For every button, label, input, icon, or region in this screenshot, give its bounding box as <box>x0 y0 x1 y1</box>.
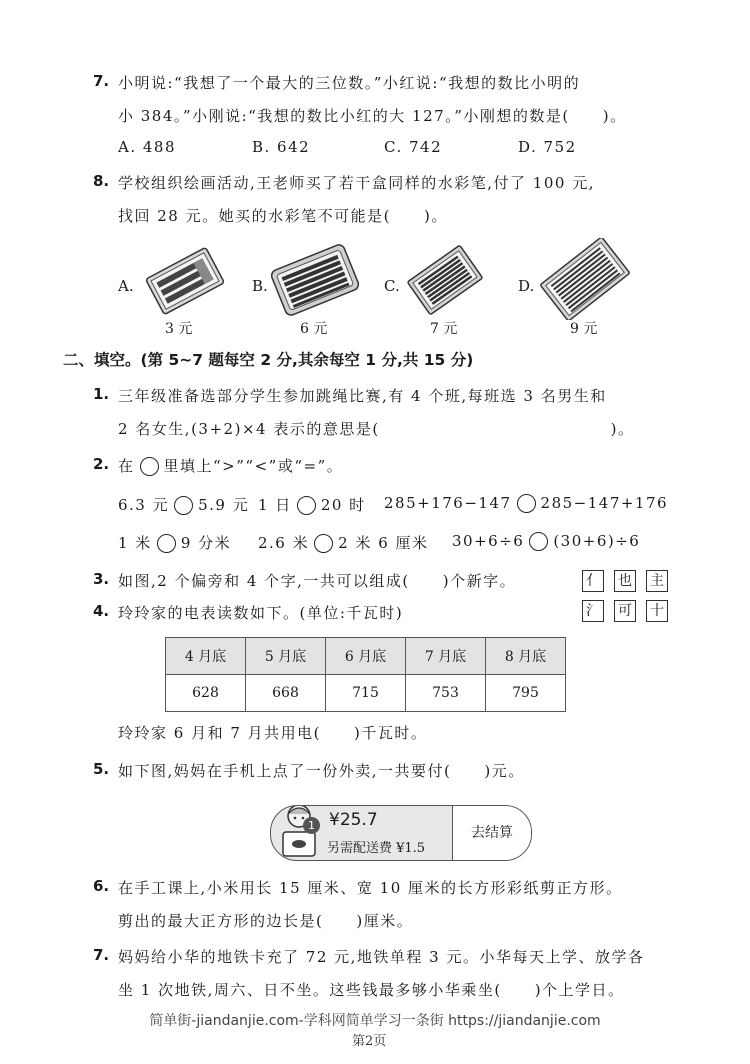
answer-circle-icon[interactable] <box>517 494 536 513</box>
q8-line2: 找回 28 元。她买的水彩笔不可能是( )。 <box>118 207 448 225</box>
q8-line1: 学校组织绘画活动,王老师买了若干盒同样的水彩笔,付了 100 元, <box>118 174 595 192</box>
f2-post: 里填上“>”“<”或“=”。 <box>163 457 344 475</box>
f2-r2-i1-b: 9 分米 <box>180 534 232 552</box>
checkout-button[interactable]: 去结算 <box>452 806 531 860</box>
section2-title: 二、填空。(第 5~7 题每空 2 分,其余每空 1 分,共 15 分) <box>63 351 474 369</box>
electricity-meter-table <box>165 637 566 712</box>
f6-line1: 在手工课上,小米用长 15 厘米、宽 10 厘米的长方形彩纸剪正方形。 <box>118 879 623 897</box>
char-box-radical-ren: 亻 <box>582 570 604 592</box>
f6-line2: 剪出的最大正方形的边长是( )厘米。 <box>118 912 414 930</box>
char-box-ke: 可 <box>614 600 636 622</box>
table-header-cell: 4 月底 <box>166 638 246 675</box>
q8-option-b-label: B. <box>252 277 268 295</box>
blank-circle-icon <box>140 457 159 476</box>
f2-r1-i3-a: 285+176−147 <box>384 494 512 512</box>
f2-row1-item3 <box>384 494 668 513</box>
f2-instruction <box>118 455 343 476</box>
f2-row1-item1 <box>118 494 249 515</box>
cart-amount: ¥25.7 <box>329 810 378 830</box>
char-box-radical-shui: 氵 <box>582 600 604 622</box>
q8-option-d-price: 9 元 <box>570 321 598 337</box>
cart-count-badge: 1 <box>303 817 320 834</box>
q8-option-d-label: D. <box>518 277 535 295</box>
f2-row2-item3 <box>452 532 640 551</box>
f4-number: 4. <box>93 602 110 620</box>
q8-option-c-price: 7 元 <box>430 321 458 337</box>
table-cell: 753 <box>406 675 486 712</box>
table-header-cell: 7 月底 <box>406 638 486 675</box>
table-header-cell: 8 月底 <box>486 638 566 675</box>
f4-text: 玲玲家的电表读数如下。(单位:千瓦时) <box>118 604 404 622</box>
f2-r1-i2-b: 20 时 <box>320 496 366 514</box>
pen-box-7-icon <box>405 240 485 320</box>
char-box-shi: 十 <box>646 600 668 622</box>
f2-row2-item1 <box>118 532 231 553</box>
answer-circle-icon[interactable] <box>297 496 316 515</box>
pen-box-3-icon <box>145 243 225 318</box>
q7a-line1: 小明说:“我想了一个最大的三位数。”小红说:“我想的数比小明的 <box>118 74 581 92</box>
answer-circle-icon[interactable] <box>529 532 548 551</box>
q7a-option-a: A. 488 <box>118 138 176 156</box>
page-number: 第2页 <box>352 1034 387 1049</box>
f5-number: 5. <box>93 760 110 778</box>
f2-number: 2. <box>93 455 110 473</box>
table-header-row <box>166 638 566 675</box>
pen-box-6-icon <box>270 240 360 320</box>
table-header-cell: 5 月底 <box>246 638 326 675</box>
table-row <box>166 675 566 712</box>
f5-text: 如下图,妈妈在手机上点了一份外卖,一共要付( )元。 <box>118 762 525 780</box>
char-box-ye: 也 <box>614 570 636 592</box>
answer-circle-icon[interactable] <box>157 534 176 553</box>
table-cell: 668 <box>246 675 326 712</box>
q8-option-a-price: 3 元 <box>165 321 193 337</box>
q8-option-c-label: C. <box>384 277 400 295</box>
f2-r1-i1-a: 6.3 元 <box>118 496 170 514</box>
f1-line2: 2 名女生,(3+2)×4 表示的意思是( )。 <box>118 420 635 438</box>
f1-number: 1. <box>93 385 110 403</box>
f7-line1: 妈妈给小华的地铁卡充了 72 元,地铁单程 3 元。小华每天上学、放学各 <box>118 948 645 966</box>
f2-r2-i3-b: (30+6)÷6 <box>553 532 641 550</box>
f7-line2: 坐 1 次地铁,周六、日不坐。这些钱最多够小华乘坐( )个上学日。 <box>118 981 625 999</box>
f6-number: 6. <box>93 877 110 895</box>
q7a-line2: 小 384。”小刚说:“我想的数比小红的大 127。”小刚想的数是( )。 <box>118 107 627 125</box>
f2-r2-i3-a: 30+6÷6 <box>452 532 525 550</box>
f2-r2-i1-a: 1 米 <box>118 534 152 552</box>
f1-line1: 三年级准备选部分学生参加跳绳比赛,有 4 个班,每班选 3 名男生和 <box>118 387 607 405</box>
f2-row2-item2 <box>258 532 429 553</box>
q8-option-a-label: A. <box>118 277 134 295</box>
answer-circle-icon[interactable] <box>314 534 333 553</box>
table-header-cell: 6 月底 <box>326 638 406 675</box>
f3-number: 3. <box>93 570 110 588</box>
f2-pre: 在 <box>118 457 135 475</box>
f3-text: 如图,2 个偏旁和 4 个字,一共可以组成( )个新字。 <box>118 572 517 590</box>
q7a-option-b: B. 642 <box>252 138 311 156</box>
f2-r2-i2-a: 2.6 米 <box>258 534 310 552</box>
pen-box-9-icon <box>540 238 630 320</box>
f4-question: 玲玲家 6 月和 7 月共用电( )千瓦时。 <box>118 724 428 742</box>
q7a-option-c: C. 742 <box>384 138 443 156</box>
table-cell: 795 <box>486 675 566 712</box>
table-cell: 715 <box>326 675 406 712</box>
delivery-fee: 另需配送费 ¥1.5 <box>327 841 426 856</box>
q8-number: 8. <box>93 172 110 190</box>
takeout-cart-bar <box>270 805 532 861</box>
f7-number: 7. <box>93 946 110 964</box>
footer-watermark: 简单街-jiandanjie.com-学科网简单学习一条街 https://jiandanjie.com <box>149 1013 601 1029</box>
q8-option-b-price: 6 元 <box>300 321 328 337</box>
table-cell: 628 <box>166 675 246 712</box>
answer-circle-icon[interactable] <box>174 496 193 515</box>
f2-r1-i2-a: 1 日 <box>258 496 292 514</box>
char-box-zhu: 主 <box>646 570 668 592</box>
f2-r1-i1-b: 5.9 元 <box>198 496 250 514</box>
f2-r1-i3-b: 285−147+176 <box>540 494 669 512</box>
q7a-number: 7. <box>93 72 110 90</box>
f2-row1-item2 <box>258 494 366 515</box>
q7a-option-d: D. 752 <box>518 138 577 156</box>
f2-r2-i2-b: 2 米 6 厘米 <box>338 534 429 552</box>
